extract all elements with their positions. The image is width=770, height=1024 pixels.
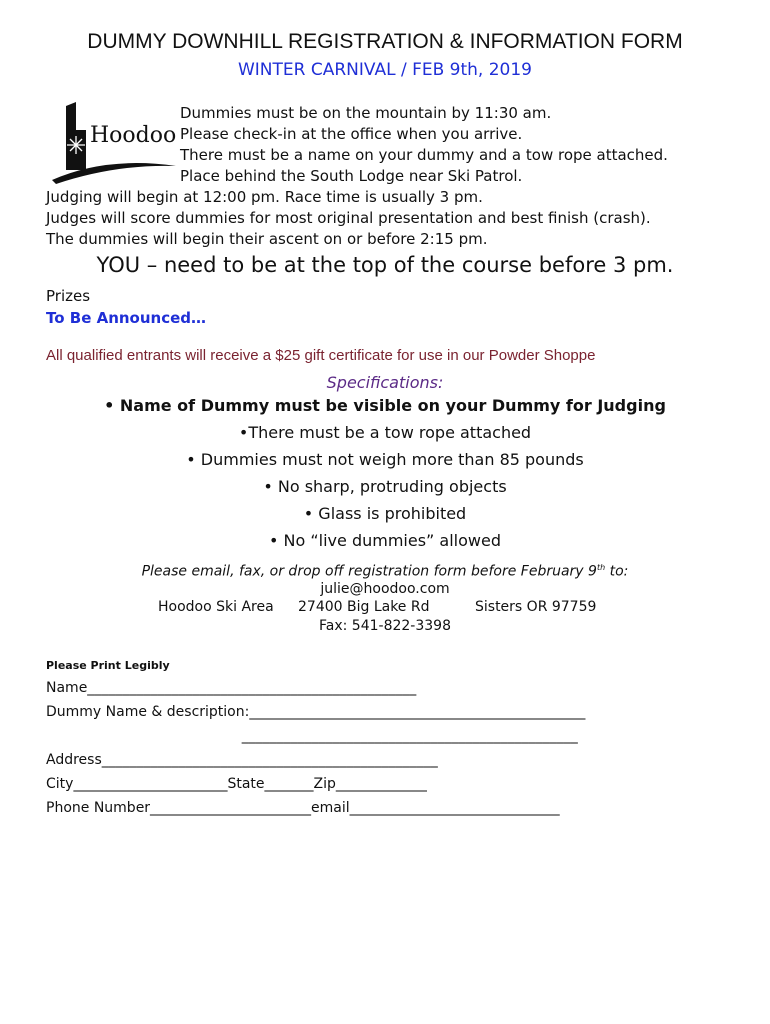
- contact-name: Hoodoo Ski Area: [158, 599, 274, 615]
- info-line: Please check-in at the office when you arrive.: [180, 125, 523, 143]
- submission-instructions: Please email, fax, or drop off registration form before February 9th to:: [141, 563, 629, 580]
- phone-email-field[interactable]: Phone Number_______________________email______________________________: [46, 800, 560, 816]
- address-field[interactable]: Address________________________________________________: [46, 752, 438, 768]
- prizes-label: Prizes: [46, 287, 91, 305]
- contact-email: julie@hoodoo.com: [320, 581, 450, 597]
- contact-fax: Fax: 541-822-3398: [319, 618, 451, 634]
- spec-item: • No sharp, protruding objects: [263, 477, 507, 496]
- city-state-zip-field[interactable]: City______________________State_______Zip_____________: [46, 776, 427, 792]
- spec-item: • Dummies must not weigh more than 85 pounds: [186, 450, 584, 469]
- info-line: There must be a name on your dummy and a tow rope attached.: [180, 146, 668, 164]
- prizes-value: To Be Announced…: [46, 309, 207, 327]
- form-title: DUMMY DOWNHILL REGISTRATION & INFORMATION FORM: [87, 30, 683, 53]
- logo-text: Hoodoo: [90, 123, 177, 148]
- info-line: Place behind the South Lodge near Ski Patrol.: [180, 167, 523, 185]
- spec-item: • Name of Dummy must be visible on your Dummy for Judging: [104, 396, 666, 415]
- info-line: The dummies will begin their ascent on or before 2:15 pm.: [46, 230, 488, 248]
- spec-item: •There must be a tow rope attached: [238, 423, 532, 442]
- event-subtitle: WINTER CARNIVAL / FEB 9th, 2019: [237, 60, 532, 80]
- dummy-description-field-line2[interactable]: ________________________________________________: [46, 728, 578, 744]
- deadline-emphasis: YOU – need to be at the top of the course before 3 pm.: [96, 253, 674, 277]
- print-legibly-note: Please Print Legibly: [46, 659, 170, 672]
- info-line: Dummies must be on the mountain by 11:30 am.: [180, 104, 552, 122]
- hoodoo-logo: [46, 100, 180, 190]
- contact-street: 27400 Big Lake Rd: [298, 599, 430, 615]
- info-line: Judging will begin at 12:00 pm. Race time is usually 3 pm.: [46, 188, 483, 206]
- dummy-description-field[interactable]: Dummy Name & description:________________________________________________: [46, 704, 586, 720]
- spec-item: • Glass is prohibited: [303, 504, 467, 523]
- info-line: Judges will score dummies for most original presentation and best finish (crash).: [46, 209, 651, 227]
- contact-city: Sisters OR 97759: [475, 599, 597, 615]
- gift-certificate-note: All qualified entrants will receive a $25 gift certificate for use in our Powder Shoppe: [46, 347, 596, 364]
- spec-item: • No “live dummies” allowed: [269, 531, 501, 550]
- specifications-title: Specifications:: [326, 373, 444, 392]
- name-field[interactable]: Name_______________________________________________: [46, 680, 417, 696]
